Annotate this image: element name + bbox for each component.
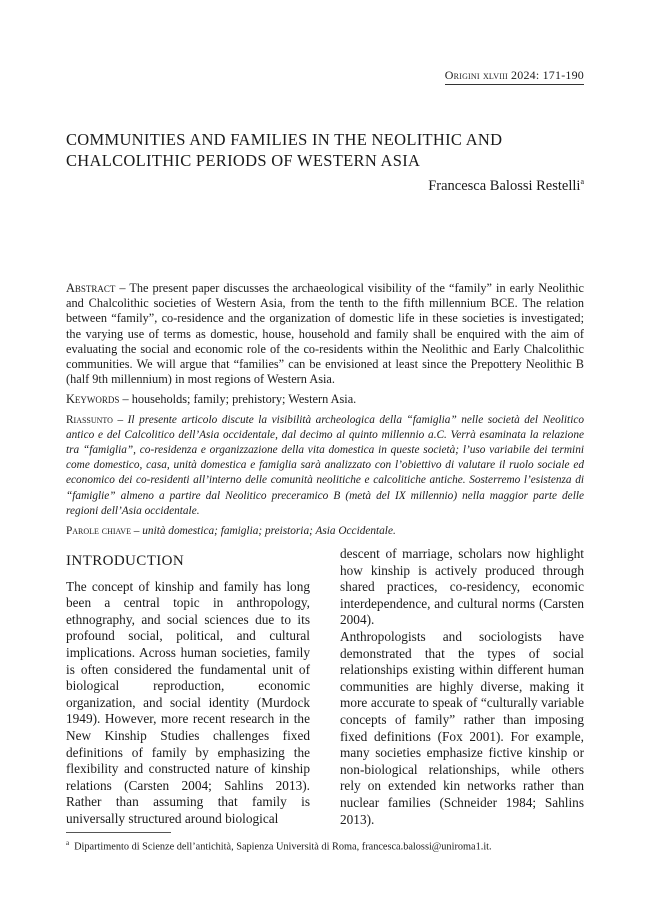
riassunto-text: – Il presente articolo discute la visibilità archeologica della “famiglia” nelle società del Neolitico antico e del Calcolitico dell’Asia occidentale, dal decimo al quinto millennio a.C. Verrà esaminata la relazione tra “famiglia”, co-residenza e organizzazione della vita domestica in queste società; l’uso variabile dei termini come domestico, casa, unità domestica e famiglia sarà analizzato con l’obiettivo di valutare il ruolo sociale ed economico dei co-residenti all’interno delle comunità neolitiche e calcolitiche antiche. Sosterremo l’esistenza di “famiglie” almeno a partire dal Neolitico preceramico B (metà del IX millennio) nella maggior parte delle regioni dell’Asia occidentale.	[66, 413, 584, 517]
parole-chiave-paragraph	[66, 524, 584, 539]
abstract-text: – The present paper discusses the archaeological visibility of the “family” in early Neolithic and Chalcolithic societies of Western Asia, from the tenth to the fifth millennium BCE. The relation between “family”, co-residence and the organization of domestic life in these societies is investigated; the varying use of terms as domestic, house, household and family shall be enquired with the aim of evaluating the social and economic role of the co-residents within the Neolithic and Early Chalcolithic communities. We will argue that “families” can be envisioned at least since the Prepottery Neolithic B (half 9th millennium) in most regions of Western Asia.	[66, 281, 584, 387]
footnote-mark: a	[66, 839, 70, 847]
keywords-label: Keywords	[66, 392, 120, 407]
article-title: COMMUNITIES AND FAMILIES IN THE NEOLITHIC AND CHALCOLITHIC PERIODS OF WESTERN ASIA	[66, 130, 503, 170]
body-column-left	[66, 546, 310, 828]
riassunto-label: Riassunto	[66, 413, 113, 426]
riassunto-paragraph	[66, 413, 584, 519]
section-heading-introduction: INTRODUCTION	[66, 553, 185, 569]
abstract-paragraph	[66, 281, 584, 387]
keywords-paragraph	[66, 392, 584, 407]
footnote-text: Dipartimento di Scienze dell’antichità, Sapienza Università di Roma, francesca.balossi@uniroma1.it.	[74, 841, 492, 853]
parole-chiave-label: Parole chiave	[66, 525, 131, 538]
abstract-label: Abstract	[66, 281, 116, 295]
footnote-divider	[66, 832, 171, 833]
footnote	[66, 839, 586, 852]
author-affiliation-mark: a	[580, 177, 584, 186]
parole-chiave-text: – unità domestica; famiglia; preistoria; Asia Occidentale.	[130, 525, 396, 538]
author-line	[428, 177, 584, 195]
running-header	[445, 68, 584, 85]
journal-year-pages: 2024: 171-190	[507, 68, 584, 82]
body-paragraph-continued: descent of marriage, scholars now highlight how kinship is actively produced through shared practices, co-residency, economic interdependence, and cultural norms (Carsten 2004).	[340, 546, 584, 628]
body-column-right	[340, 546, 584, 828]
abstract-block	[66, 281, 584, 544]
keywords-text: – households; family; prehistory; Western Asia.	[119, 392, 357, 407]
body-paragraph: The concept of kinship and family has long been a central topic in anthropology, ethnography, and social sciences due to its profound social, political, and cultural implications. Across human societies, family is often considered the fundamental unit of biological reproduction, economic organization, and social identity (Murdock 1949). However, more recent research in the New Kinship Studies challenges fixed definitions of family by emphasizing the flexibility and constructed nature of kinship relations (Carsten 2004; Sahlins 2013). Rather than assuming that family is universally structured around biological	[66, 578, 310, 826]
author-name: Francesca Balossi Restelli	[428, 177, 581, 194]
journal-name: Origini xlviii	[444, 68, 508, 82]
body-paragraph: Anthropologists and sociologists have demonstrated that the types of social relationships existing within different human communities are highly diverse, making it more accurate to speak of “culturally variable concepts of family” rather than imposing fixed definitions (Fox 2001). For example, many societies emphasize fictive kinship or non-biological relationships, while others rely on extended kin networks rather than nuclear families (Schneider 1984; Sahlins 2013).	[340, 628, 584, 827]
